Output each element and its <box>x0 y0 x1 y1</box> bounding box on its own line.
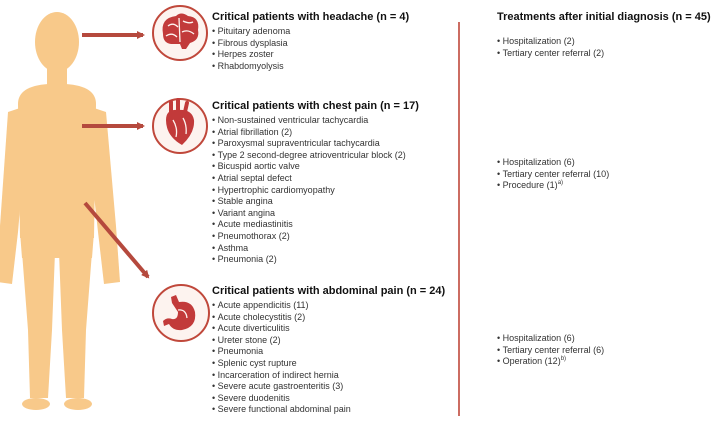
list-item: • Pneumonia <box>212 346 445 358</box>
list-item: • Non-sustained ventricular tachycardia <box>212 115 419 127</box>
list-item: • Hypertrophic cardiomyopathy <box>212 185 419 197</box>
list-item: • Asthma <box>212 243 419 255</box>
footnote-mark: b) <box>560 356 567 363</box>
list-item: • Type 2 second-degree atrioventricular block (2) <box>212 150 419 162</box>
list-item: • Severe functional abdominal pain <box>212 404 445 416</box>
list-item: • Herpes zoster <box>212 49 409 61</box>
list-item: • Incarceration of indirect hernia <box>212 370 445 382</box>
list-item: • Severe duodenitis <box>212 393 445 405</box>
treatment-group-abdominal <box>497 331 604 368</box>
list-item: • Acute cholecystitis (2) <box>212 312 445 324</box>
item-text: Operation (12) <box>502 356 561 367</box>
list-item: • Paroxysmal supraventricular tachycardia <box>212 138 419 150</box>
headache-diagnosis-list <box>212 26 409 72</box>
list-item: • Severe acute gastroenteritis (3) <box>212 381 445 393</box>
list-item: • Ureter stone (2) <box>212 335 445 347</box>
list-item: • Acute mediastinitis <box>212 219 419 231</box>
chest-pain-diagnosis-list <box>212 115 419 266</box>
headache-title: Critical patients with headache (n = 4) <box>212 11 410 23</box>
list-item: • Bicuspid aortic valve <box>212 161 419 173</box>
list-item <box>497 356 604 368</box>
list-item: • Hospitalization (6) <box>497 333 604 345</box>
list-item: • Tertiary center referral (6) <box>497 345 604 357</box>
list-item: • Atrial fibrillation (2) <box>212 127 419 139</box>
headache-section <box>212 11 409 72</box>
footnote-mark: a) <box>557 180 564 187</box>
list-item: • Splenic cyst rupture <box>212 358 445 370</box>
list-item: • Fibrous dysplasia <box>212 38 409 50</box>
treatment-group-headache <box>497 34 604 59</box>
abdominal-pain-section <box>212 285 445 416</box>
list-item: • Acute diverticulitis <box>212 323 445 335</box>
human-body-icon <box>0 12 120 410</box>
abdominal-pain-diagnosis-list <box>212 300 445 416</box>
list-item: • Pneumothorax (2) <box>212 231 419 243</box>
chest-pain-section <box>212 100 419 266</box>
list-item: • Pneumonia (2) <box>212 254 419 266</box>
list-item: • Variant angina <box>212 208 419 220</box>
list-item: • Tertiary center referral (2) <box>497 48 604 60</box>
chest-pain-title: Critical patients with chest pain (n = 17) <box>212 100 419 112</box>
list-item <box>497 180 609 192</box>
list-item: • Acute appendicitis (11) <box>212 300 445 312</box>
list-item: • Hospitalization (6) <box>497 157 609 169</box>
abdominal-pain-title: Critical patients with abdominal pain (n = 24) <box>212 285 446 297</box>
treatments-title: Treatments after initial diagnosis (n = 45) <box>497 11 711 23</box>
list-item: • Hospitalization (2) <box>497 36 604 48</box>
treatment-group-chest <box>497 155 609 192</box>
list-item: • Pituitary adenoma <box>212 26 409 38</box>
list-item: • Tertiary center referral (10) <box>497 169 609 181</box>
list-item: • Rhabdomyolysis <box>212 61 409 73</box>
list-item: • Stable angina <box>212 196 419 208</box>
list-item: • Atrial septal defect <box>212 173 419 185</box>
item-text: Procedure (1) <box>502 180 558 191</box>
